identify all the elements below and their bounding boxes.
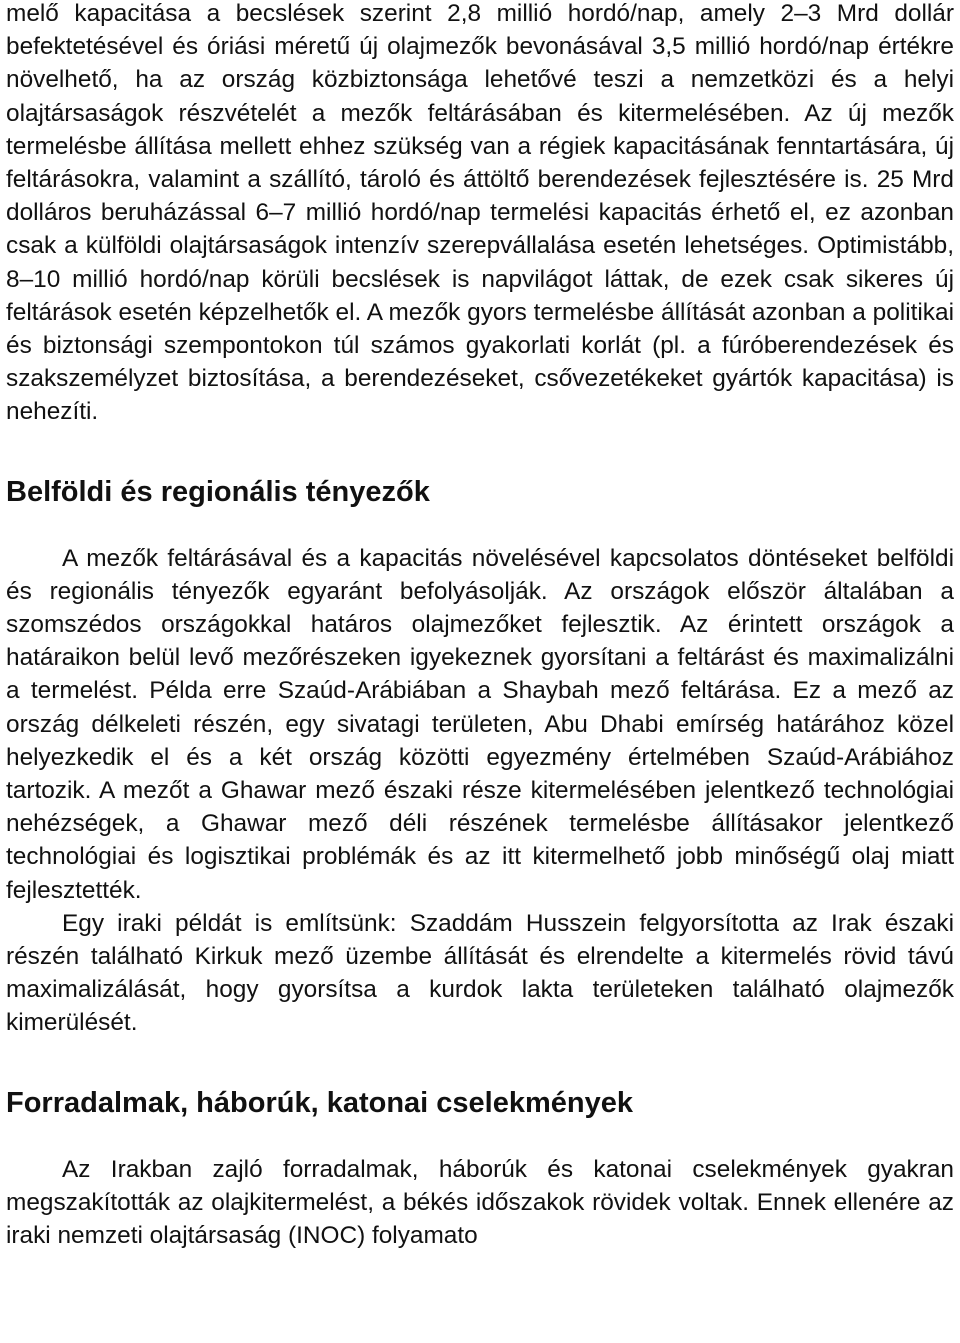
section-heading-revolutions-wars: Forradalmak, háborúk, katonai cselekmények	[6, 1086, 633, 1119]
body-paragraph-capacity: melő kapacitása a becslések szerint 2,8 millió hordó/nap, amely 2–3 Mrd dollár befektetésével és óriási méretű új olajmezők bevonásával 3,5 millió hordó/nap értékre növelhető, ha az ország közbiztonsága lehetővé teszi a nemzetközi és a helyi olajtársaságok részvételét a mezők feltárásában és kitermelésében. Az új mezők termelésbe állítása mellett ehhez szükség van a régiek kapacitásának fenntartására, új feltárásokra, valamint a szállító, tároló és áttöltő berendezések fejlesztésére is. 25 Mrd dolláros beruházással 6–7 millió hordó/nap termelési kapacitás érhető el, ez azonban csak a külföldi olajtársaságok intenzív szerepvállalása esetén lehetséges. Optimistább, 8–10 millió hordó/nap körüli becslések is napvilágot láttak, de ezek csak sikeres új feltárások esetén képzelhetők el. A mezők gyors termelésbe állítását azonban a politikai és biztonsági szempontokon túl számos gyakorlati korlát (pl. a fúróberendezések és szakszemélyzet biztosítása, a berendezéseket, csővezetékeket gyártók kapacitása) is nehezíti.	[6, 0, 954, 426]
body-paragraph-revolutions: Az Irakban zajló forradalmak, háborúk és katonai cselekmények gyakran megszakították az olajkitermelést, a békés időszakok rövidek voltak. Ennek ellenére az iraki nemzeti olajtársaság (INOC) folyamato	[6, 1155, 954, 1250]
body-paragraph-iraqi-example: Egy iraki példát is említsünk: Szaddám Husszein felgyorsította az Irak északi részén található Kirkuk mező üzembe állítását és elrendelte a kitermelés rövid távú maximalizálását, hogy gyorsítsa a kurdok lakta területeken található olajmezők kimerülését.	[6, 909, 954, 1037]
document-page	[6, 0, 954, 1252]
body-paragraph-domestic-factors: A mezők feltárásával és a kapacitás növelésével kapcsolatos döntéseket belföldi és regionális tényezők egyaránt befolyásolják. Az országok először általában a szomszédos országokkal határos olajmezőket fejlesztik. Az érintett országok a határaikon belül levő mezőrészeken igyekeznek gyorsítani a feltárást és maximalizálni a termelést. Példa erre Szaúd-Arábiában a Shaybah mező feltárása. Ez a mező az ország délkeleti részén, egy sivatagi területen, Abu Dhabi emírség határához közel helyezkedik el és a két ország közötti egyezmény értelmében Szaúd-Arábiához tartozik. A mezőt a Ghawar mező északi része kitermelésében jelentkező technológiai nehézségek, a Ghawar mező déli részének termelésbe állításakor jelentkező technológiai és logisztikai problémák és az itt kitermelhető jobb minőségű olaj miatt fejlesztették.	[6, 544, 954, 904]
section-heading-domestic-regional: Belföldi és regionális tényezők	[6, 475, 430, 508]
